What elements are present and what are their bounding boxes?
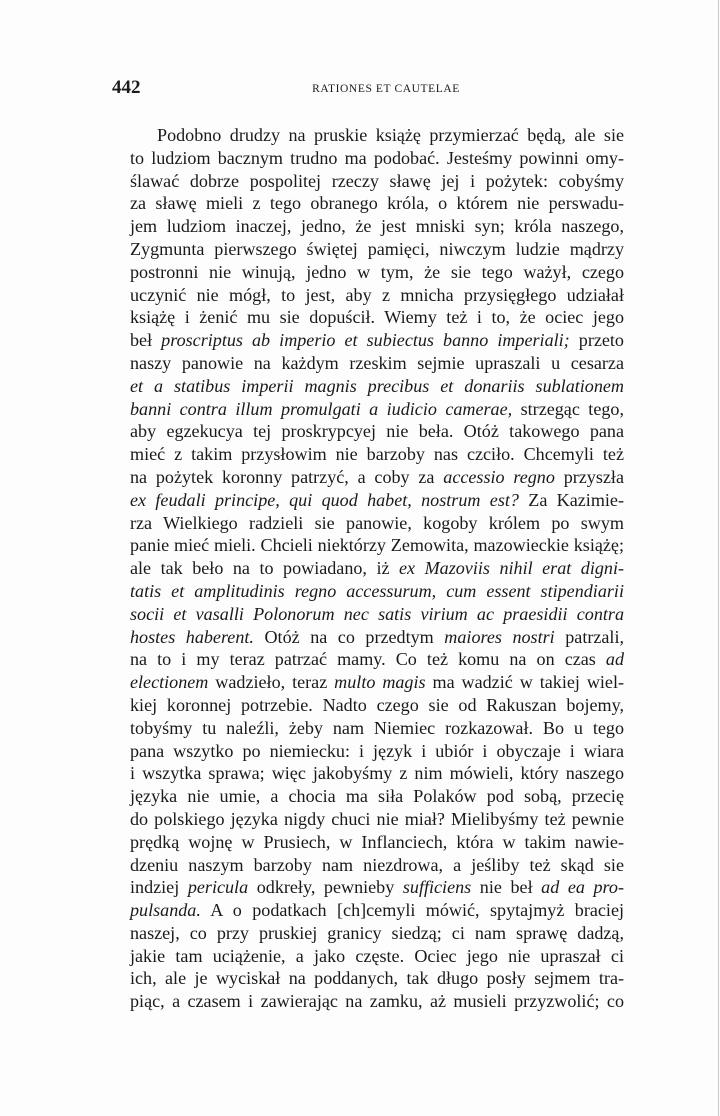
text-segment: języka nie umie, a chocia ma siła Polaków pod sobą, przecię [130,786,624,807]
italic-latin-phrase: multo magis [334,672,426,693]
text-line [130,694,624,717]
text-line [130,717,624,740]
italic-latin-phrase: ex feudali principe, qui quod habet, nostrum est? [130,489,519,510]
text-segment: indziej [130,877,188,898]
text-segment: Otóż na co przedtym [253,626,445,647]
text-segment: panie mieć mieli. Chcieli niektórzy Zemowita, mazowieckie książę; [130,535,624,556]
text-segment: naszej, co przy pruskiej granicy siedzą; ci nam sprawę dadzą, [130,922,624,943]
text-line [130,808,624,831]
text-line [130,329,624,352]
text-segment: piąc, a czasem i zawierając na zamku, aż musieli przyzwolić; co [130,991,624,1012]
text-line [130,512,624,535]
text-line [130,534,624,557]
text-line [130,854,624,877]
text-line [130,170,624,193]
text-line [130,306,624,329]
text-line [130,580,624,603]
text-segment: Podobno drudzy na pruskie książę przymierzać będą, ale sie [157,125,624,145]
italic-latin-phrase: proscriptus ab imperio et subiectus banno imperiali; [161,330,570,351]
running-title: RATIONES ET CAUTELAE [312,83,460,95]
italic-latin-phrase: sufficiens [402,877,472,898]
text-line [130,967,624,990]
text-segment: strzegąc tego, [512,398,624,419]
text-line [130,147,624,170]
text-segment: na to i my teraz patrzać mamy. Co też komu na on czas [130,649,606,670]
text-segment: ma wadzić w takiej wiel- [425,672,625,693]
text-segment: do polskiego języka nigdy chuci nie miał? Mielibyśmy też pewnie [130,808,624,829]
italic-latin-phrase: electionem [130,672,209,693]
text-line [130,899,624,922]
text-segment: A o podatkach [ch]cemyli mówić, spytajmyż braciej [200,900,624,921]
italic-latin-phrase: tatis et amplitudinis regno accessurum, [130,580,437,601]
text-segment [436,581,446,601]
text-line [130,489,624,512]
text-line [130,876,624,899]
text-segment: na pożytek koronny patrzyć, a coby za [130,466,444,487]
text-segment: Za Kazimie- [518,489,624,510]
text-segment: patrzali, [554,626,625,647]
text-segment: za sławę mieli z tego obranego króla, o którem nie perswadu- [130,193,624,214]
italic-latin-phrase: ad [605,649,624,670]
italic-latin-phrase: pericula [187,877,249,898]
text-line [130,603,624,626]
text-line [130,443,624,466]
text-segment: odkreły, pewnieby [248,877,403,898]
text-line [130,352,624,375]
text-segment: nie beł [471,877,542,898]
text-line [130,831,624,854]
text-line [130,945,624,968]
text-segment: wadzieło, teraz [208,672,335,693]
text-line [130,375,624,398]
text-segment: ale tak beło na to powiadano, iż [130,558,400,579]
text-segment: kiej koronnej potrzebie. Nadto czego sie od Rakuszan bojemy, [130,694,624,715]
page-edge-line [718,0,719,1116]
text-segment: i wszytka sprawa; więc jakobyśmy z nim mówieli, który naszego [130,763,624,784]
text-segment: jem ludziom inaczej, jedno, że jest mniski syn; króla naszego, [130,216,624,237]
text-segment: Zygmunta pierwszego świętej pamięci, niwczym ludzie mądrzy [130,238,624,259]
text-segment: jakie tam uciążenie, a jako częste. Ociec jego nie upraszał ci [130,945,624,966]
italic-latin-phrase: hostes haberent. [130,626,254,647]
text-segment: postronni nie winują, jedno w tym, że sie tego ważył, czego [130,261,624,282]
text-segment: przeto [569,330,624,351]
italic-latin-phrase: socii et vasalli Polonorum nec satis virium ac praesidii contra [130,603,624,624]
italic-latin-phrase: et a statibus imperii magnis precibus et donariis sublationem [130,375,624,396]
text-line [130,557,624,580]
page-number: 442 [112,77,141,98]
text-line [130,124,624,147]
text-line [130,762,624,785]
italic-latin-phrase: ad ea pro- [541,877,624,898]
italic-latin-phrase: maiores nostri [444,626,555,647]
text-segment: prędką wojnę w Prusiech, w Inflanciech, która w takim nawie- [130,831,624,852]
text-segment: przyszła [554,466,624,487]
italic-latin-phrase: ex Mazoviis nihil erat digni- [399,558,624,579]
text-line [130,398,624,421]
text-line [130,420,624,443]
italic-latin-phrase: banni contra illum promulgati a iudicio camerae, [130,398,513,419]
body-text [130,124,624,1013]
text-line [130,648,624,671]
text-line [130,740,624,763]
text-line [130,626,624,649]
text-segment: mieć z takim przysłowim nie barzoby nas czciło. Chcemyli też [130,444,624,465]
italic-latin-phrase: accessio regno [443,466,555,487]
text-segment: tobyśmy tu naleźli, żeby nam Niemiec rozkazował. Bo u tego [130,717,624,738]
text-segment: ich, ale je wyciskał na poddanych, tak długo posły sejmem tra- [130,968,624,989]
text-segment: książę i żenić mu sie dopuścił. Wiemy też i to, że ociec jego [130,307,624,328]
text-line [130,922,624,945]
text-line [130,261,624,284]
text-segment: to ludziom bacznym trudno ma podobać. Jesteśmy powinni omy- [130,147,624,168]
text-line [130,466,624,489]
text-line [130,785,624,808]
text-segment: dzeniu naszym barzoby nam niezdrowa, a jeśliby też skąd sie [130,854,624,875]
italic-latin-phrase: pulsanda. [130,900,201,921]
text-segment: aby egzekucya tej proskrypcyej nie beła. Otóż takowego pana [130,421,624,442]
text-line [130,284,624,307]
text-line [130,671,624,694]
text-segment: naszy panowie na każdym rzeskim sejmie upraszali u cesarza [130,352,624,373]
text-line [130,238,624,261]
text-segment: beł [130,330,162,351]
text-line [130,192,624,215]
text-line [130,215,624,238]
text-segment: ślawać dobrze pospolitej rzeczy sławę jej i pożytek: cobyśmy [130,170,624,191]
italic-latin-phrase: cum essent stipendiarii [446,580,624,601]
text-segment: uczynić nie mógł, to jest, aby z mnicha przysięgłego udziałał [130,284,624,305]
text-segment: pana wszytko po niemiecku: i język i ubiór i obyczaje i wiara [130,740,624,761]
text-line [130,990,624,1013]
text-segment: rza Wielkiego radzieli sie panowie, kogoby królem po swym [130,512,624,533]
